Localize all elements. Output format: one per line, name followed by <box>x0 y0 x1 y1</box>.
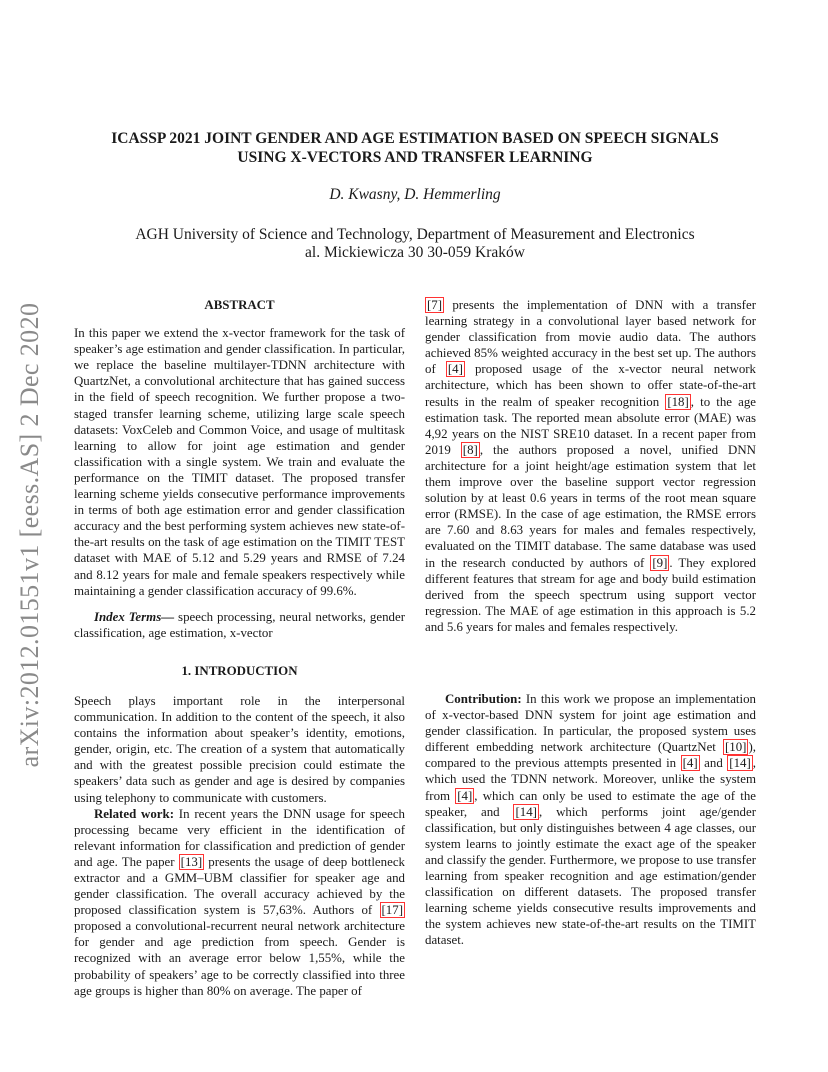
authors: D. Kwasny, D. Hemmerling <box>329 186 501 203</box>
related-work-label: Related work: <box>94 806 174 821</box>
contribution-text-6: , which performs joint age/gender classification, but only distinguishes between 4 age classes, our system learns to jointly estimate the exact age of the speaker and classify the gender. Furthermore, we propose to use transfer learning from speaker recognition and age estimation/gender classification on different datasets. The proposed transfer learning scheme yields consecutive results improvements and the system achieves new state-of-the-art results on the TIMIT dataset. <box>425 804 756 948</box>
related-work-paragraph <box>74 806 405 999</box>
left-column <box>74 297 405 999</box>
arxiv-identifier: arXiv:2012.01551v1 [eess.AS] 2 Dec 2020 <box>15 302 44 768</box>
index-terms-text: speech processing, neural networks, gender classification, age estimation, x-vector <box>74 609 405 640</box>
intro-paragraph: Speech plays important role in the interpersonal communication. In addition to the content of the speech, it also contains the information about speaker’s identity, emotions, gender, origin, etc. The creation of a system that automatically and with the greatest possible precision could estimate the speakers’ data such as gender and age is desired by companies using telephony to communicate with customers. <box>74 693 405 805</box>
citation-link[interactable]: [7] <box>427 298 443 312</box>
citation-link[interactable]: [14] <box>515 804 537 819</box>
citation-link[interactable]: [4] <box>457 788 473 803</box>
affiliation-line-2: al. Mickiewicza 30 30-059 Kraków <box>305 244 525 261</box>
related-text-2: presents the usage of deep bottleneck extractor and a GMM–UBM classifier for speaker age and gender classification. The overall accuracy achieved by the proposed classification system is 57,63%. Authors of <box>74 854 405 918</box>
citation-link[interactable]: [10] <box>725 740 747 755</box>
citation-link[interactable]: [8] <box>462 442 478 457</box>
contribution-text-2: ), compared to the previous attempts presented in <box>425 740 756 771</box>
citation-link[interactable]: [9] <box>652 555 668 570</box>
contribution-paragraph <box>425 691 756 949</box>
related-work-continued <box>425 297 756 635</box>
index-terms-label: Index Terms— <box>94 609 175 624</box>
title-line-1: ICASSP 2021 JOINT GENDER AND AGE ESTIMATION BASED ON SPEECH SIGNALS <box>111 130 719 147</box>
citation-link[interactable]: [4] <box>447 362 463 377</box>
affiliation <box>70 226 760 262</box>
related-text-3: proposed a convolutional-recurrent neural network architecture for gender and age prediction from speech. Gender is recognized with an average error below 1,55%, while the probability of speakers’ age to be correctly classified into three age groups is higher than 80% on average. The paper of <box>74 919 405 998</box>
related-text-8: . They explored different features that stream for age and body build estimation derived from the speech spectrum using support vector regression. The MAE of age estimation in this approach is 5.2 and 5.6 years for males and females respectively. <box>425 555 756 634</box>
arxiv-sidebar-stamp <box>10 285 50 785</box>
related-text-5: proposed usage of the x-vector neural network architecture, which has been shown to offer state-of-the-art results in the realm of speaker recognition <box>425 362 757 409</box>
intro-heading: 1. INTRODUCTION <box>181 663 298 678</box>
contribution-text-3: and <box>699 756 728 771</box>
abstract-heading: ABSTRACT <box>204 298 275 312</box>
related-text-7: , the authors proposed a novel, unified DNN architecture for a joint height/age estimation system that let them improve over the baseline support vector regression solution by at least 0.6 years in terms of the root mean square error (RMSE). In the case of age estimation, the RMSE errors are 7.60 and 8.63 years for males and females respectively, evaluated on the TIMIT database. The same database was used in the research conducted by authors of <box>425 442 756 570</box>
citation-link[interactable]: [17] <box>381 903 403 918</box>
right-column <box>425 297 756 948</box>
paper-title <box>70 129 760 167</box>
abstract-body: In this paper we extend the x-vector framework for the task of speaker’s age estimation and gender classification. In particular, we replace the baseline multilayer-TDNN architecture with QuartzNet, a convolutional architecture that has gained success in the field of speech recognition. We further propose a two-staged transfer learning scheme, utilizing large scale speech datasets: VoxCeleb and Common Voice, and usage of multitask learning to allow for joint age estimation and gender classification with a single system. We train and evaluate the performance on the TIMIT dataset. The proposed transfer learning scheme yields consecutive performance improvements in terms of both age estimation error and gender classification accuracy and the best performing system achieves new state-of-the-art results on the task of age estimation on the TIMIT TEST dataset with MAE of 5.12 and 5.29 years and RMSE of 7.24 and 8.12 years for male and female speakers respectively while maintaining a gender classification accuracy of 99.6%. <box>74 326 405 598</box>
related-text-1: In recent years the DNN usage for speech processing became very efficient in the identification of relevant information for classification and prediction of gender and age. The paper <box>74 806 405 869</box>
citation-link[interactable]: [13] <box>180 854 203 869</box>
title-line-2: USING X-VECTORS AND TRANSFER LEARNING <box>237 149 593 166</box>
citation-link[interactable]: [4] <box>682 756 698 771</box>
contribution-label: Contribution: <box>445 691 522 706</box>
related-text-6: , to the age estimation task. The reported mean absolute error (MAE) was 4,92 years on the NIST SRE10 dataset. In a recent paper from 2019 <box>425 394 756 457</box>
contribution-text-5: , which can only be used to estimate the age of the speaker, and <box>425 788 756 819</box>
index-terms <box>74 609 405 641</box>
contribution-text-4: , which used the TDNN network. Moreover, unlike the system from <box>425 756 756 803</box>
related-text-4: presents the implementation of DNN with a transfer learning strategy in a convolutional layer based network for gender classification from movie audio data. The authors achieved 85% weighted accuracy in the best set up. The authors of <box>425 298 756 377</box>
citation-link[interactable]: [18] <box>667 394 689 409</box>
affiliation-line-1: AGH University of Science and Technology, Department of Measurement and Electronics <box>135 226 695 243</box>
citation-link[interactable]: [14] <box>729 756 751 771</box>
contribution-text-1: In this work we propose an implementation of x-vector-based DNN system for joint age estimation and gender classification. In particular, the proposed system uses different embedding network architecture (QuartzNet <box>425 691 756 755</box>
